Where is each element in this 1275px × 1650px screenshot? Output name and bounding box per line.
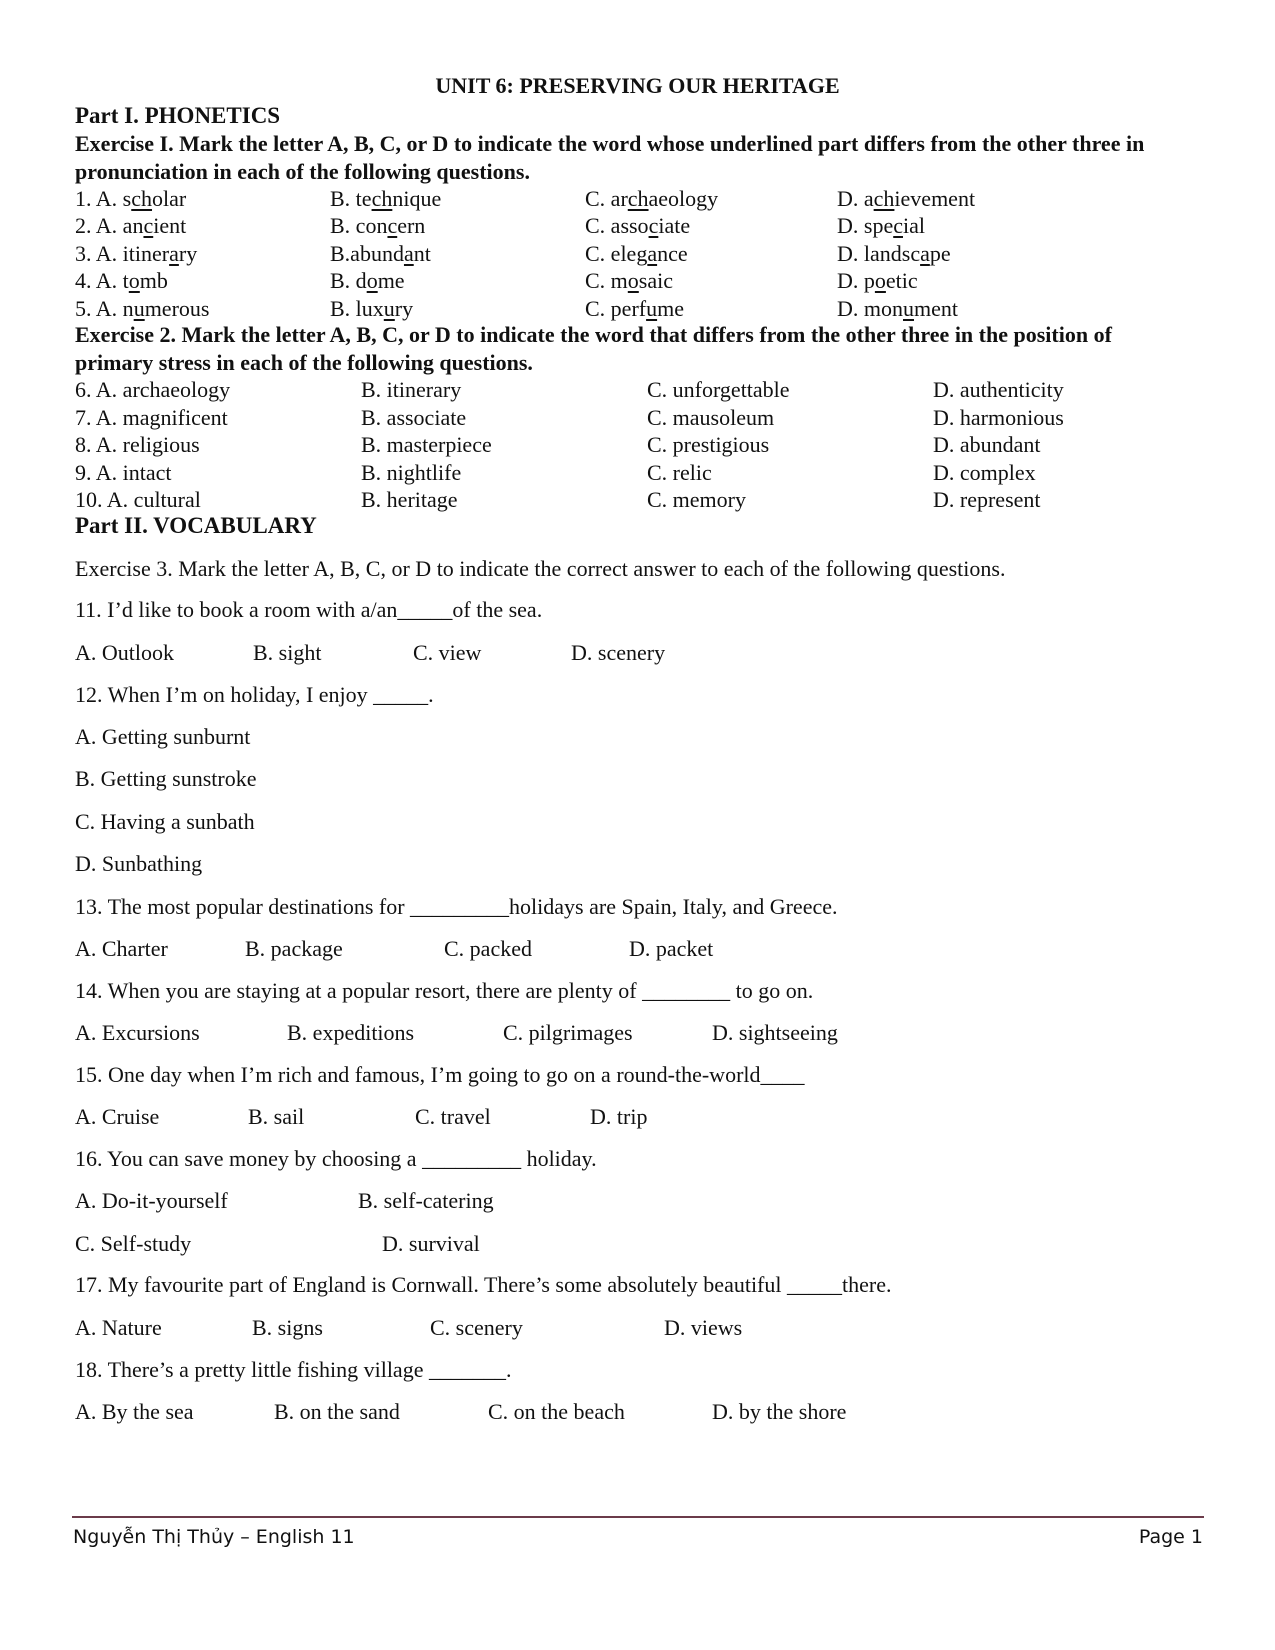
- option-text: C. perf: [585, 296, 647, 321]
- footer-author: Nguyễn Thị Thủy – English 11: [73, 1526, 355, 1548]
- option-text: 5. A. n: [75, 296, 134, 321]
- option-text: etic: [885, 268, 918, 293]
- answer-option: B. expeditions: [287, 1020, 415, 1045]
- underlined-sound: u: [646, 296, 658, 321]
- option-text: C. m: [585, 268, 628, 293]
- answer-option: [75, 241, 197, 267]
- underlined-sound: a: [169, 241, 179, 266]
- answer-option: D. complex: [933, 460, 1036, 485]
- option-text: nique: [392, 186, 442, 211]
- answer-option: D. packet: [629, 936, 714, 961]
- answer-option: C. pilgrimages: [503, 1020, 633, 1045]
- underlined-sound: c: [143, 213, 154, 238]
- answer-option: 8. A. religious: [75, 432, 200, 457]
- answer-option: B. signs: [252, 1315, 323, 1340]
- option-text: pe: [929, 241, 951, 266]
- question-stem: 13. The most popular destinations for _________holidays are Spain, Italy, and Greece.: [75, 894, 838, 919]
- option-text: D. p: [837, 268, 875, 293]
- underlined-sound: ch: [873, 186, 895, 211]
- answer-option: 10. A. cultural: [75, 487, 201, 512]
- answer-option: [330, 213, 425, 239]
- exercise2-instruction: Exercise 2. Mark the letter A, B, C, or D to indicate the word that differs from the other three in the position of primary stress in each of the following questions.: [75, 322, 1112, 375]
- answer-option: B. heritage: [361, 487, 458, 512]
- answer-option: C. prestigious: [647, 432, 770, 457]
- footer-divider: [72, 1516, 1204, 1518]
- answer-option: D. authenticity: [933, 377, 1064, 402]
- question-stem: 15. One day when I’m rich and famous, I’m going to go on a round-the-world____: [75, 1062, 805, 1087]
- answer-option: A. Getting sunburnt: [75, 724, 251, 749]
- option-text: mb: [139, 268, 168, 293]
- option-text: ient: [153, 213, 187, 238]
- option-text: 4. A. t: [75, 268, 129, 293]
- answer-option: D. views: [664, 1315, 743, 1340]
- option-text: saic: [638, 268, 673, 293]
- answer-option: B. sail: [248, 1104, 305, 1129]
- answer-option: [75, 186, 186, 212]
- answer-option: 7. A. magnificent: [75, 405, 228, 430]
- option-text: ern: [397, 213, 426, 238]
- option-text: B. lux: [330, 296, 384, 321]
- answer-option: A. By the sea: [75, 1399, 194, 1424]
- answer-option: [837, 213, 925, 239]
- answer-option: [75, 213, 186, 239]
- answer-option: [837, 296, 958, 322]
- underlined-sound: c: [893, 213, 903, 238]
- answer-option: C. memory: [647, 487, 746, 512]
- answer-option: B. self-catering: [358, 1188, 494, 1213]
- part1-heading: Part I. PHONETICS: [75, 103, 281, 128]
- question-stem: 12. When I’m on holiday, I enjoy _____.: [75, 682, 434, 707]
- underlined-sound: u: [383, 296, 395, 321]
- answer-option: B. sight: [253, 640, 322, 665]
- answer-option: [585, 268, 673, 294]
- option-text: B. d: [330, 268, 367, 293]
- answer-option: [837, 241, 951, 267]
- answer-option: C. on the beach: [488, 1399, 625, 1424]
- question-stem: 16. You can save money by choosing a _________ holiday.: [75, 1146, 597, 1171]
- answer-option: A. Excursions: [75, 1020, 200, 1045]
- answer-option: [585, 296, 684, 322]
- answer-option: B. nightlife: [361, 460, 462, 485]
- underlined-sound: ch: [371, 186, 393, 211]
- answer-option: A. Cruise: [75, 1104, 160, 1129]
- question-stem: 18. There’s a pretty little fishing village _______.: [75, 1357, 512, 1382]
- answer-option: C. relic: [647, 460, 712, 485]
- underlined-sound: u: [903, 296, 914, 321]
- answer-option: [330, 268, 405, 294]
- underlined-sound: ch: [131, 186, 153, 211]
- answer-option: D. abundant: [933, 432, 1041, 457]
- answer-option: D. represent: [933, 487, 1041, 512]
- part2-heading: Part II. VOCABULARY: [75, 513, 317, 538]
- underlined-sound: ch: [627, 186, 649, 211]
- underlined-sound: a: [920, 241, 930, 266]
- answer-option: D. sightseeing: [712, 1020, 838, 1045]
- answer-option: [585, 241, 688, 267]
- option-text: ment: [914, 296, 958, 321]
- option-text: nce: [657, 241, 688, 266]
- answer-option: B. package: [245, 936, 343, 961]
- answer-option: C. unforgettable: [647, 377, 790, 402]
- option-text: olar: [152, 186, 187, 211]
- underlined-sound: o: [366, 268, 378, 293]
- option-text: C. ar: [585, 186, 628, 211]
- answer-option: [330, 241, 431, 267]
- option-text: D. mon: [837, 296, 903, 321]
- answer-option: 6. A. archaeology: [75, 377, 231, 402]
- option-text: me: [377, 268, 405, 293]
- option-text: ial: [902, 213, 925, 238]
- option-text: 1. A. s: [75, 186, 132, 211]
- underlined-sound: c: [648, 213, 659, 238]
- answer-option: C. mausoleum: [647, 405, 775, 430]
- option-text: B. con: [330, 213, 388, 238]
- answer-option: [75, 296, 209, 322]
- answer-option: B. itinerary: [361, 377, 462, 402]
- underlined-sound: c: [387, 213, 398, 238]
- question-stem: 14. When you are staying at a popular resort, there are plenty of ________ to go on.: [75, 978, 814, 1003]
- answer-option: B. Getting sunstroke: [75, 766, 257, 791]
- underlined-sound: a: [403, 241, 414, 266]
- answer-option: [75, 268, 168, 294]
- underlined-sound: o: [128, 268, 140, 293]
- exercise1-instruction: Exercise I. Mark the letter A, B, C, or D to indicate the word whose underlined part differs from the other three in pronunciation in each of the following questions.: [75, 131, 1145, 184]
- option-text: me: [657, 296, 684, 321]
- answer-option: A. Do-it-yourself: [75, 1188, 228, 1213]
- answer-option: C. scenery: [430, 1315, 523, 1340]
- option-text: 2. A. an: [75, 213, 144, 238]
- option-text: ry: [178, 241, 198, 266]
- underlined-sound: a: [647, 241, 658, 266]
- option-text: ry: [394, 296, 414, 321]
- option-text: 3. A. itiner: [75, 241, 170, 266]
- underlined-sound: u: [133, 296, 145, 321]
- option-text: C. eleg: [585, 241, 648, 266]
- answer-option: A. Charter: [75, 936, 168, 961]
- answer-option: A. Nature: [75, 1315, 162, 1340]
- option-text: nt: [413, 241, 431, 266]
- answer-option: B. associate: [361, 405, 467, 430]
- answer-option: [330, 186, 441, 212]
- answer-option: 9. A. intact: [75, 460, 172, 485]
- answer-option: [837, 268, 918, 294]
- answer-option: [585, 213, 690, 239]
- answer-option: [837, 186, 975, 212]
- answer-option: C. Having a sunbath: [75, 809, 255, 834]
- answer-option: C. Self-study: [75, 1231, 192, 1256]
- option-text: iate: [658, 213, 691, 238]
- answer-option: [585, 186, 718, 212]
- question-stem: 17. My favourite part of England is Cornwall. There’s some absolutely beautiful _____there.: [75, 1272, 892, 1297]
- question-stem: 11. I’d like to book a room with a/an_____of the sea.: [75, 597, 543, 622]
- footer-page-number: Page 1: [1138, 1526, 1203, 1548]
- option-text: C. asso: [585, 213, 649, 238]
- answer-option: B. masterpiece: [361, 432, 492, 457]
- option-text: D. a: [837, 186, 874, 211]
- page-title: UNIT 6: PRESERVING OUR HERITAGE: [435, 73, 840, 98]
- option-text: merous: [144, 296, 210, 321]
- option-text: D. spe: [837, 213, 894, 238]
- answer-option: B. on the sand: [274, 1399, 400, 1424]
- option-text: B.abund: [330, 241, 404, 266]
- answer-option: D. by the shore: [712, 1399, 847, 1424]
- answer-option: D. survival: [382, 1231, 480, 1256]
- option-text: B. te: [330, 186, 372, 211]
- answer-option: D. Sunbathing: [75, 851, 203, 876]
- answer-option: D. harmonious: [933, 405, 1064, 430]
- exercise3-instruction: Exercise 3. Mark the letter A, B, C, or D to indicate the correct answer to each of the following questions.: [75, 556, 1006, 581]
- answer-option: C. packed: [444, 936, 532, 961]
- answer-option: D. trip: [590, 1104, 648, 1129]
- answer-option: D. scenery: [571, 640, 666, 665]
- option-text: ievement: [894, 186, 976, 211]
- underlined-sound: o: [874, 268, 886, 293]
- answer-option: A. Outlook: [75, 640, 174, 665]
- option-text: D. landsc: [837, 241, 921, 266]
- answer-option: [330, 296, 413, 322]
- underlined-sound: o: [627, 268, 639, 293]
- option-text: aeology: [648, 186, 719, 211]
- answer-option: C. travel: [415, 1104, 491, 1129]
- answer-option: C. view: [413, 640, 482, 665]
